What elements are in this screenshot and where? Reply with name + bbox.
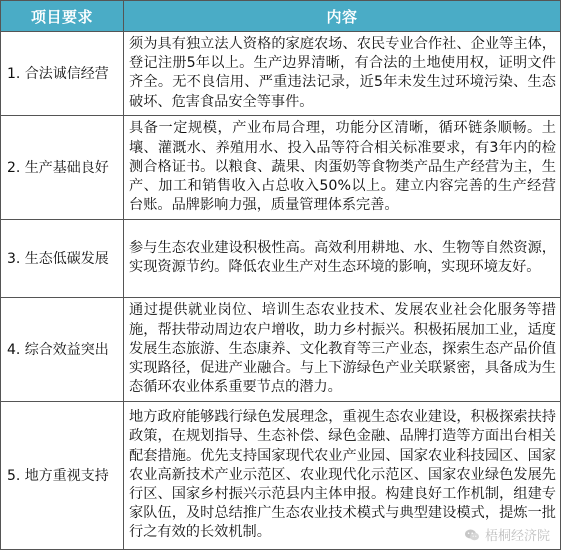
table-row bbox=[1, 32, 561, 116]
requirement-cell: 3. 生态低碳发展 bbox=[1, 219, 124, 297]
requirement-cell: 2. 生产基础良好 bbox=[1, 115, 124, 219]
table-row bbox=[1, 115, 561, 219]
table-row bbox=[1, 297, 561, 401]
content-cell: 参与生态农业建设积极性高。高效利用耕地、水、生物等自然资源，实现资源节约。降低农业生产对生态环境的影响，实现环境友好。 bbox=[124, 219, 561, 297]
header-row bbox=[1, 1, 561, 32]
content-cell: 地方政府能够践行绿色发展理念，重视生态农业建设，积极探索扶持政策，在规划指导、生态补偿、绿色金融、品牌打造等方面出台相关配套措施。优先支持国家现代农业产业园、国家农业科技园区、国家农业高新技术产业示范区、农业现代化示范区、国家农业绿色发展先行区、国家乡村振兴示范县内主体申报。构建良好工作机制，组建专家队伍，及时总结推广生态农业技术模式与典型建设模式，提炼一批行之有效的长效机制。 bbox=[124, 401, 561, 549]
requirement-cell: 4. 综合效益突出 bbox=[1, 297, 124, 401]
table-row bbox=[1, 401, 561, 549]
watermark-text: 梧桐经济院 bbox=[484, 529, 550, 544]
content-cell: 通过提供就业岗位、培训生态农业技术、发展农业社会化服务等措施，帮扶带动周边农户增收，助力乡村振兴。积极拓展加工业，适度发展生态旅游、生态康养、文化教育等三产业态，探索生态产品价值实现路径，促进产业融合。与上下游绿色产业关联紧密，具备成为生态循环农业体系重要节点的潜力。 bbox=[124, 297, 561, 401]
header-requirement: 项目要求 bbox=[1, 1, 124, 32]
requirement-cell: 1. 合法诚信经营 bbox=[1, 32, 124, 116]
content-cell: 具备一定规模，产业布局合理，功能分区清晰，循环链条顺畅。土壤、灌溉水、养殖用水、投入品等符合相关标准要求，有3年内的检测合格证书。以粮食、蔬果、肉蛋奶等食物类产品生产经营为主，生产、加工和销售收入占总收入50%以上。建立内容完善的生产经营台账。品牌影响力强，质量管理体系完善。 bbox=[124, 115, 561, 219]
header-content: 内容 bbox=[124, 1, 561, 32]
table-body bbox=[1, 32, 561, 550]
requirement-cell: 5. 地方重视支持 bbox=[1, 401, 124, 549]
table-row bbox=[1, 219, 561, 297]
content-cell: 须为具有独立法人资格的家庭农场、农民专业合作社、企业等主体，登记注册5年以上。生产边界清晰，有合法的土地使用权，证明文件齐全。无不良信用、严重违法记录，近5年未发生过环境污染、生态破坏、危害食品安全等事件。 bbox=[124, 32, 561, 116]
table-header bbox=[1, 1, 561, 32]
